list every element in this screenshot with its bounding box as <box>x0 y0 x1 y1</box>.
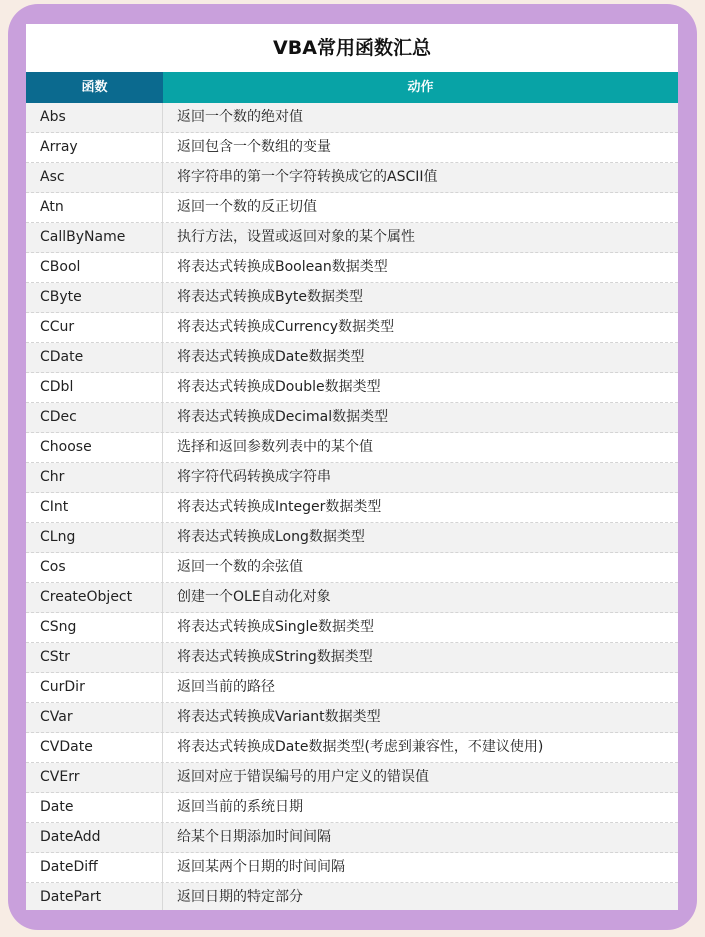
table-row <box>26 613 678 643</box>
function-name-cell: CCur <box>26 313 163 342</box>
table-row <box>26 193 678 223</box>
table-body <box>26 103 678 910</box>
function-action-cell: 选择和返回参数列表中的某个值 <box>177 439 373 455</box>
header-function: 函数 <box>26 72 163 103</box>
function-action-cell: 返回当前的系统日期 <box>177 799 303 815</box>
function-name-cell: CStr <box>26 643 163 672</box>
function-name-cell: CInt <box>26 493 163 522</box>
function-action-cell: 将表达式转换成Long数据类型 <box>177 529 365 545</box>
function-name-cell: Array <box>26 133 163 162</box>
page-frame <box>8 4 697 930</box>
table-row <box>26 703 678 733</box>
function-name-cell: CDate <box>26 343 163 372</box>
function-action-cell: 将表达式转换成Double数据类型 <box>177 379 381 395</box>
table-card <box>26 24 678 910</box>
function-name-cell: CDec <box>26 403 163 432</box>
table-row <box>26 223 678 253</box>
function-action-cell: 给某个日期添加时间间隔 <box>177 829 331 845</box>
table-row <box>26 283 678 313</box>
function-name-cell: Cos <box>26 553 163 582</box>
function-name-cell: Asc <box>26 163 163 192</box>
table-row <box>26 493 678 523</box>
table-row <box>26 793 678 823</box>
table-row <box>26 463 678 493</box>
function-name-cell: CDbl <box>26 373 163 402</box>
function-name-cell: CBool <box>26 253 163 282</box>
table-row <box>26 823 678 853</box>
table-row <box>26 403 678 433</box>
function-name-cell: CVDate <box>26 733 163 762</box>
table-row <box>26 853 678 883</box>
function-action-cell: 将表达式转换成Byte数据类型 <box>177 289 363 305</box>
table-row <box>26 343 678 373</box>
function-action-cell: 返回当前的路径 <box>177 679 275 695</box>
function-name-cell: DateAdd <box>26 823 163 852</box>
function-action-cell: 将表达式转换成Decimal数据类型 <box>177 409 389 425</box>
table-row <box>26 253 678 283</box>
table-row <box>26 763 678 793</box>
function-action-cell: 返回对应于错误编号的用户定义的错误值 <box>177 769 429 785</box>
table-row <box>26 433 678 463</box>
function-name-cell: CreateObject <box>26 583 163 612</box>
table-row <box>26 553 678 583</box>
table-header <box>26 72 678 103</box>
function-action-cell: 将字符代码转换成字符串 <box>177 469 331 485</box>
function-action-cell: 返回包含一个数组的变量 <box>177 139 331 155</box>
function-action-cell: 执行方法，设置或返回对象的某个属性 <box>177 229 415 245</box>
function-name-cell: Atn <box>26 193 163 222</box>
function-action-cell: 将表达式转换成Date数据类型(考虑到兼容性，不建议使用) <box>177 739 544 755</box>
table-row <box>26 643 678 673</box>
function-action-cell: 将表达式转换成Integer数据类型 <box>177 499 382 515</box>
function-name-cell: CVErr <box>26 763 163 792</box>
function-name-cell: DateDiff <box>26 853 163 882</box>
function-name-cell: Abs <box>26 103 163 132</box>
table-row <box>26 133 678 163</box>
table-row <box>26 103 678 133</box>
table-row <box>26 163 678 193</box>
function-action-cell: 将表达式转换成Variant数据类型 <box>177 709 381 725</box>
header-action: 动作 <box>163 72 678 103</box>
function-name-cell: Date <box>26 793 163 822</box>
function-action-cell: 返回某两个日期的时间间隔 <box>177 859 345 875</box>
table-row <box>26 673 678 703</box>
function-name-cell: DatePart <box>26 883 163 910</box>
function-name-cell: Choose <box>26 433 163 462</box>
function-name-cell: CLng <box>26 523 163 552</box>
function-action-cell: 将表达式转换成Currency数据类型 <box>177 319 395 335</box>
function-name-cell: CurDir <box>26 673 163 702</box>
function-action-cell: 返回一个数的反正切值 <box>177 199 317 215</box>
function-action-cell: 将表达式转换成Single数据类型 <box>177 619 375 635</box>
function-action-cell: 创建一个OLE自动化对象 <box>177 589 331 605</box>
table-row <box>26 523 678 553</box>
table-row <box>26 373 678 403</box>
function-name-cell: CSng <box>26 613 163 642</box>
table-row <box>26 313 678 343</box>
function-action-cell: 将表达式转换成String数据类型 <box>177 649 373 665</box>
function-name-cell: CallByName <box>26 223 163 252</box>
function-action-cell: 返回一个数的余弦值 <box>177 559 303 575</box>
table-row <box>26 883 678 910</box>
function-action-cell: 将表达式转换成Boolean数据类型 <box>177 259 388 275</box>
table-row <box>26 583 678 613</box>
table-title: VBA常用函数汇总 <box>273 37 431 59</box>
function-name-cell: CByte <box>26 283 163 312</box>
function-action-cell: 将表达式转换成Date数据类型 <box>177 349 365 365</box>
function-action-cell: 将字符串的第一个字符转换成它的ASCII值 <box>177 169 438 185</box>
function-action-cell: 返回一个数的绝对值 <box>177 109 303 125</box>
function-name-cell: Chr <box>26 463 163 492</box>
table-row <box>26 733 678 763</box>
function-action-cell: 返回日期的特定部分 <box>177 889 303 905</box>
function-name-cell: CVar <box>26 703 163 732</box>
